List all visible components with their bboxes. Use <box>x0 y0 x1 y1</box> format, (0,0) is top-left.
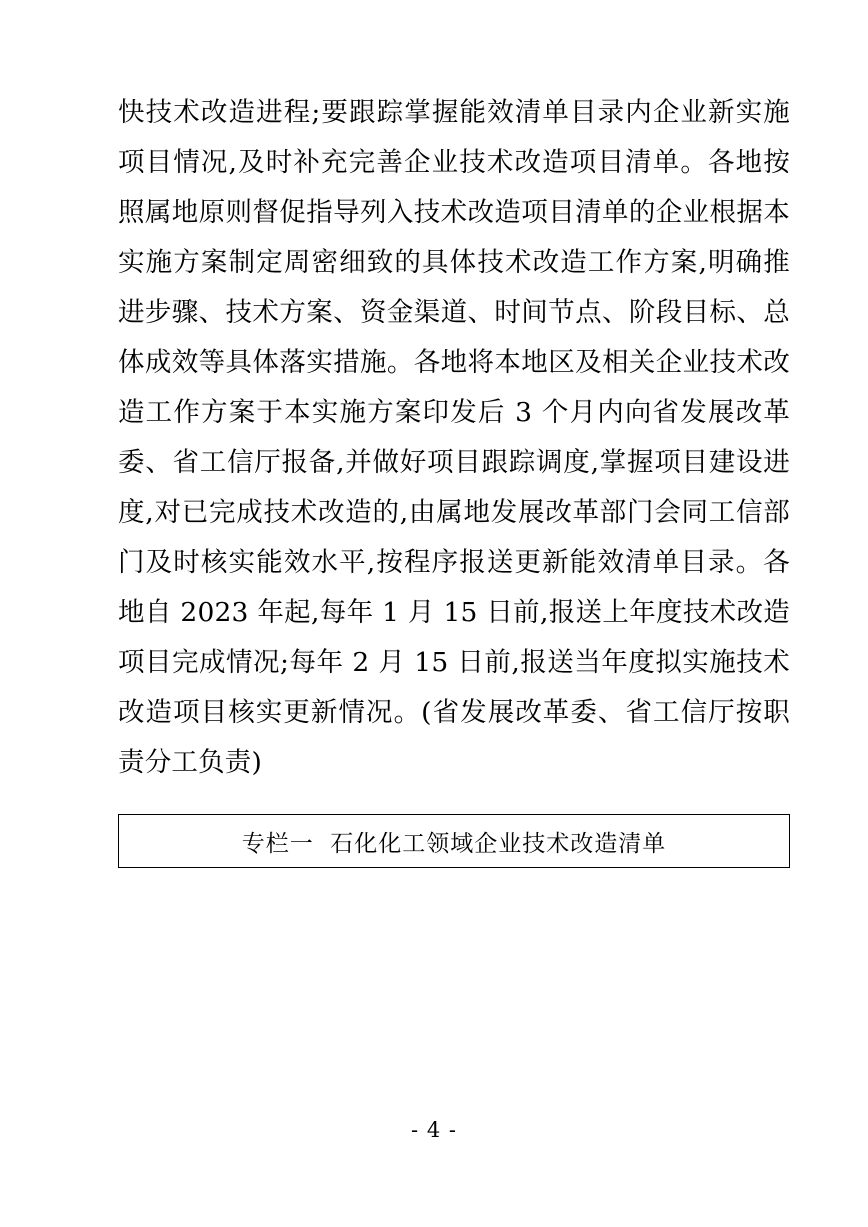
body-paragraph: 快技术改造进程;要跟踪掌握能效清单目录内企业新实施项目情况,及时补充完善企业技术改造项目清单。各地按照属地原则督促指导列入技术改造项目清单的企业根据本实施方案制定周密细致的具体技术改造工作方案,明确推进步骤、技术方案、资金渠道、时间节点、阶段目标、总体成效等具体落实措施。各地将本地区及相关企业技术改造工作方案于本实施方案印发后 3 个月内向省发展改革委、省工信厅报备,并做好项目跟踪调度,掌握项目建设进度,对已完成技术改造的,由属地发展改革部门会同工信部门及时核实能效水平,按程序报送更新能效清单目录。各地自 2023 年起,每年 1 月 15 日前,报送上年度技术改造项目完成情况;每年 2 月 15 日前,报送当年度拟实施技术改造项目核实更新情况。(省发展改革委、省工信厅按职责分工负责) <box>118 97 790 778</box>
callout-box <box>118 814 790 868</box>
page-content <box>118 88 790 868</box>
page-number: - 4 - <box>411 1118 457 1142</box>
callout-title: 专栏一 石化化工领域企业技术改造清单 <box>241 830 667 857</box>
